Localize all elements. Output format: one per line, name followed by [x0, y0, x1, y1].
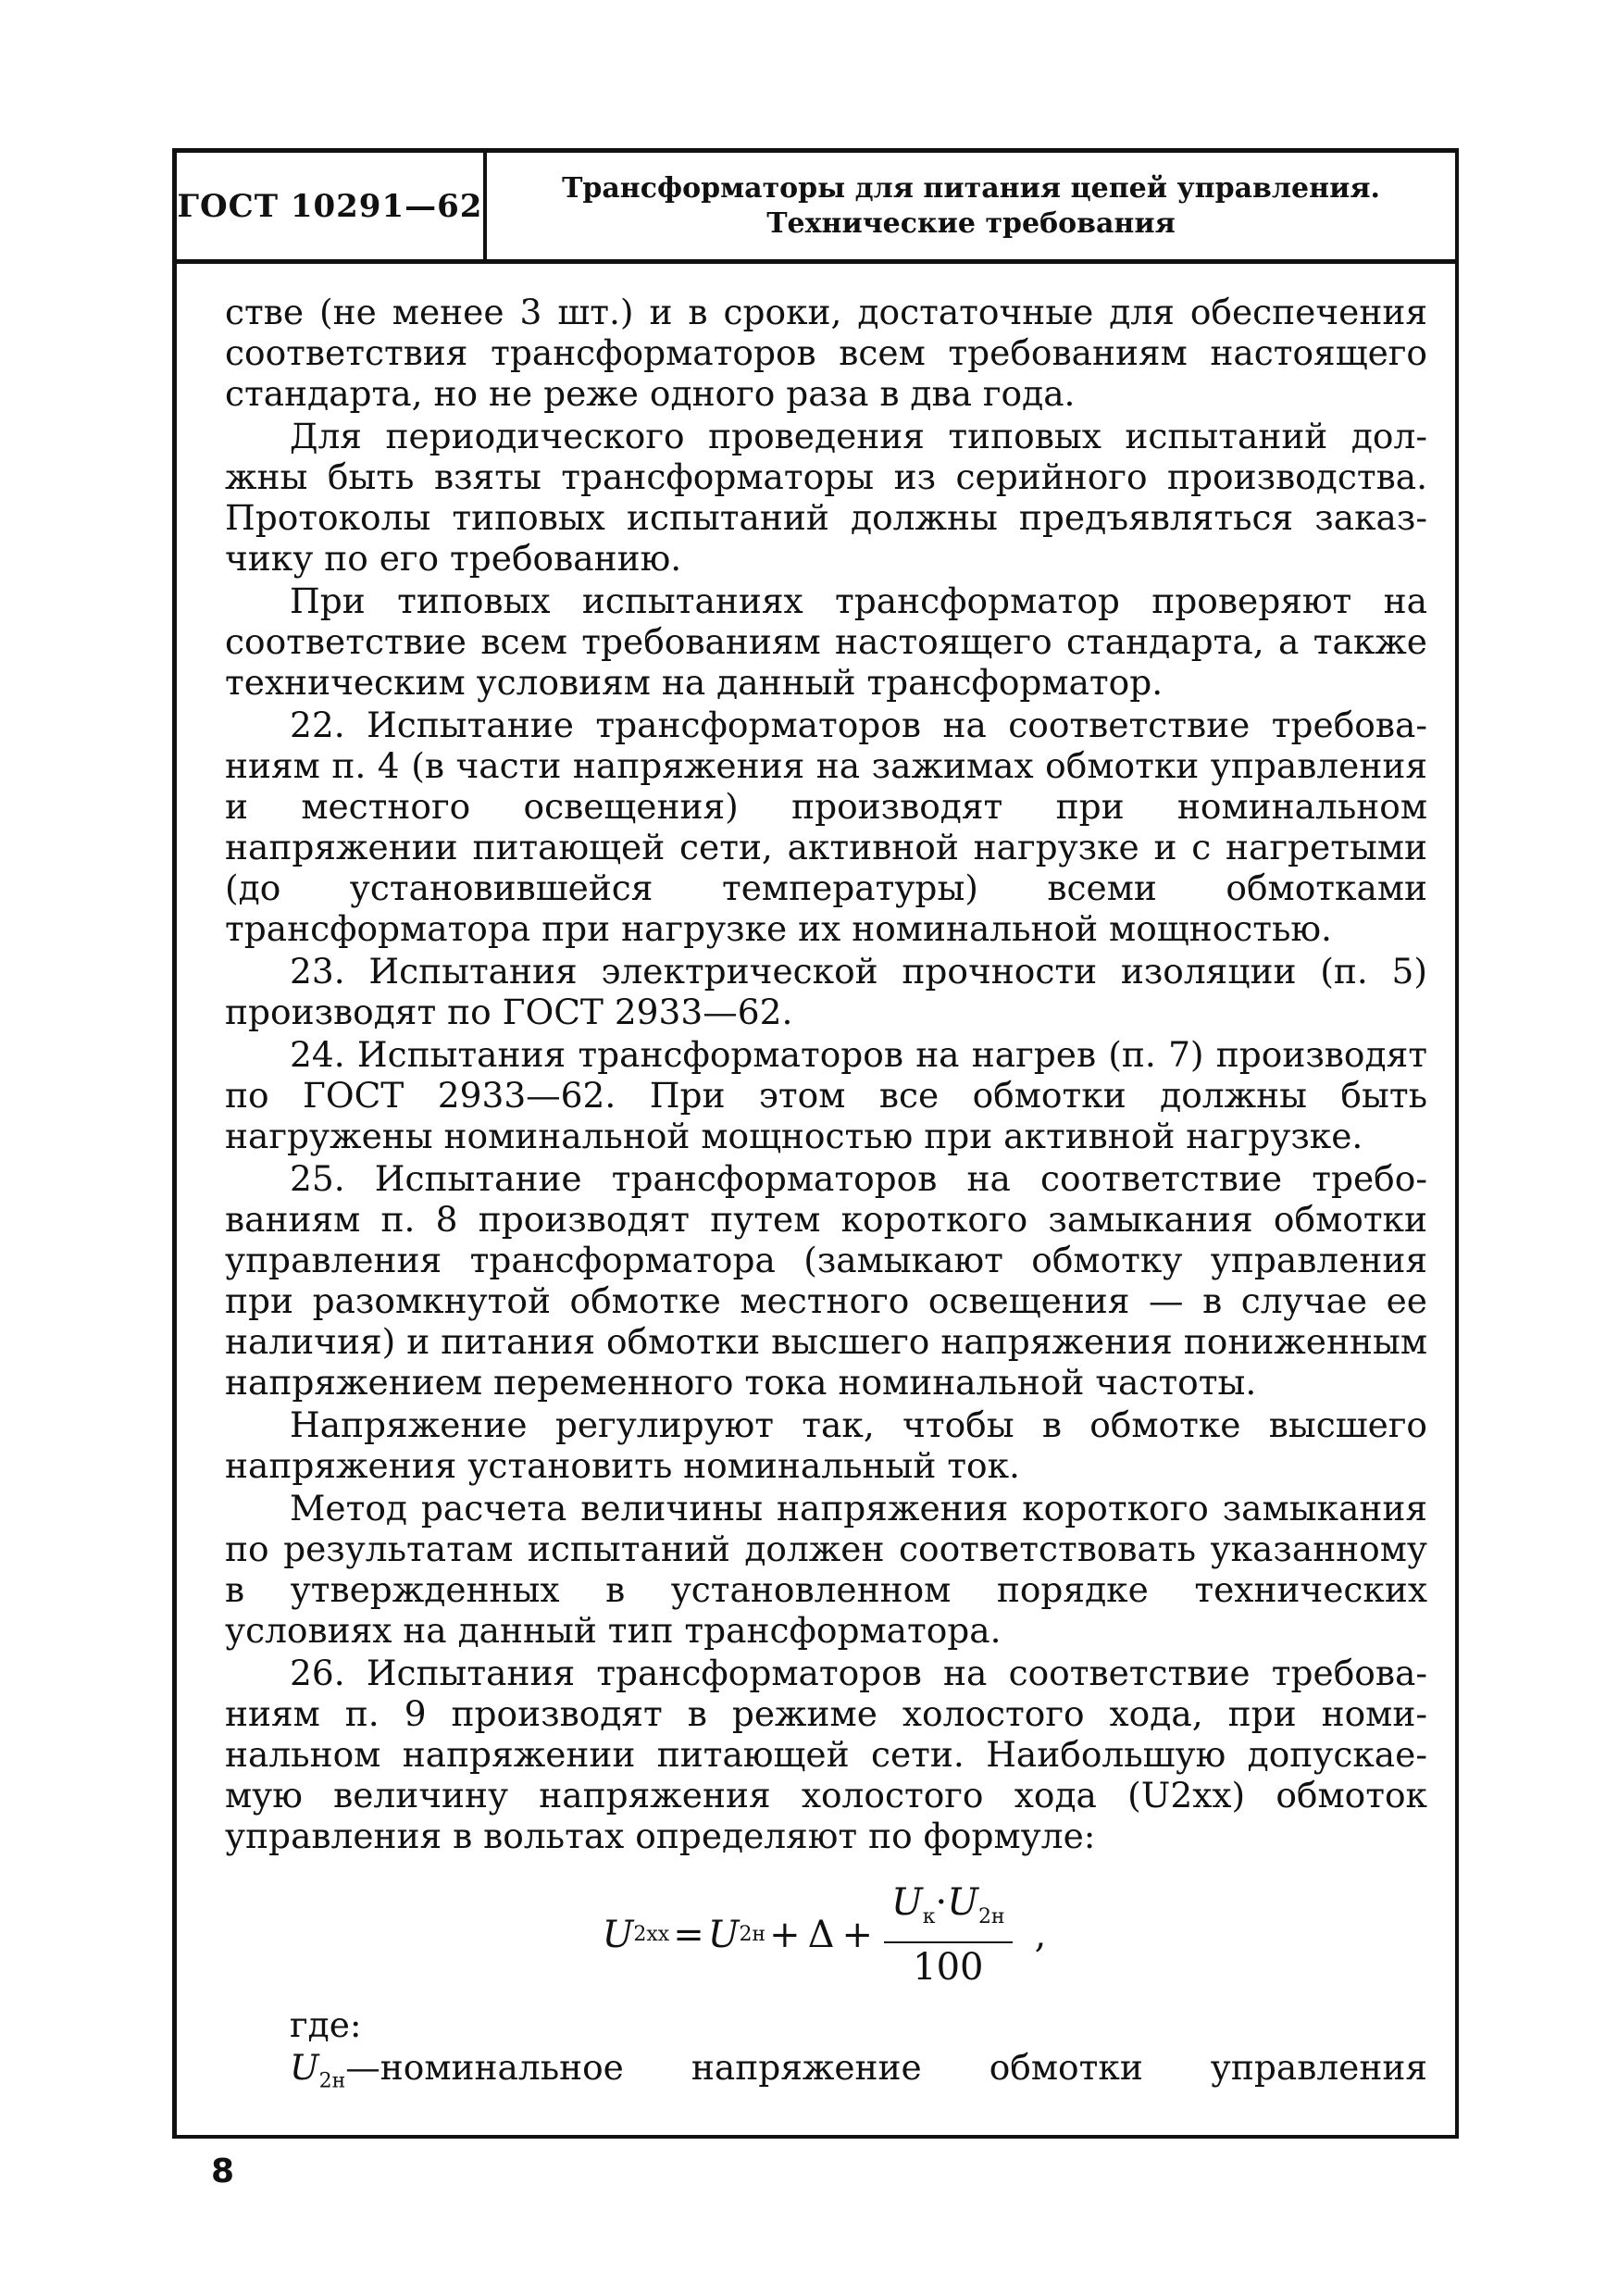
paragraph-item-24: 24. Испытания трансформаторов на нагрев (п. 7) производят по ГОСТ 2933—62. При этом все обмотки должны быть нагружены номинальной мощностью при активной нагрузке.: [225, 1034, 1427, 1156]
paragraph: Для периодического проведения типовых испытаний должны быть взяты трансформаторы из серийного производства. Протоколы типовых испытаний должны предъявляться заказчику по его требованию.: [225, 416, 1427, 579]
formula-fraction: [884, 1882, 1013, 1988]
formula: [225, 1881, 1427, 1989]
definition-word: напряжение: [691, 2047, 922, 2088]
document-header: [177, 153, 1455, 264]
formula-plus-1: +: [769, 1914, 801, 1956]
paragraph-item-23: 23. Испытания электрической прочности изоляции (п. 5) производят по ГОСТ 2933—62.: [225, 951, 1427, 1032]
paragraph: стве (не менее 3 шт.) и в сроки, достаточные для обеспечения соответствия трансформаторов всем требованиям настоящего стандарта, но не реже одного раза в два года.: [225, 292, 1427, 414]
paragraph-item-26: 26. Испытания трансформаторов на соответствие требованиям п. 9 производят в режиме холостого хода, при номинальном напряжении питающей сети. Наибольшую допускаемую величину напряжения холостого хода (U2хх) обмоток управления в вольтах определяют по формуле:: [225, 1653, 1427, 1856]
paragraph-item-22: 22. Испытание трансформаторов на соответствие требованиям п. 4 (в части напряжения на зажимах обмотки управления и местного освещения) производят при номинальном напряжении питающей сети, активной нагрузке и с нагретыми (до установившейся температуры) всеми обмотками трансформатора при нагрузке их номинальной мощностью.: [225, 705, 1427, 949]
formula-denominator: 100: [913, 1946, 984, 1989]
paragraph: При типовых испытаниях трансформатор проверяют на соответствие всем требованиям настоящего стандарта, а также техническим условиям на данный трансформатор.: [225, 580, 1427, 703]
document-body: [225, 292, 1427, 2103]
standard-title: [487, 153, 1455, 259]
formula-num-b-symbol: U: [947, 1881, 978, 1924]
formula-term1-subscript: 2н: [739, 1923, 766, 1946]
definition-symbol-group: [290, 2047, 624, 2103]
formula-term1-symbol: U: [707, 1914, 740, 1956]
formula-equals: =: [673, 1914, 704, 1956]
formula-delta: Δ: [807, 1914, 835, 1956]
formula-plus-2: +: [841, 1914, 874, 1956]
standard-title-line-1: Трансформаторы для питания цепей управления.: [562, 171, 1380, 205]
definition-symbol: U: [290, 2047, 319, 2088]
definition-word: номинальное: [380, 2047, 624, 2088]
paragraph-item-25: 25. Испытание трансформаторов на соответствие требованиям п. 8 производят путем короткого замыкания обмотки управления трансформатора (замыкают обмотку управления при разомкнутой обмотке местного освещения — в случае ее наличия) и питания обмотки высшего напряжения пониженным напряжением переменного тока номинальной частоты.: [225, 1158, 1427, 1403]
definition-subscript: 2н: [318, 2069, 346, 2093]
formula-lhs-subscript: 2хх: [633, 1923, 670, 1946]
formula-num-a-subscript: к: [922, 1905, 936, 1928]
page-frame: [172, 148, 1459, 2139]
formula-num-b-subscript: 2н: [977, 1905, 1005, 1928]
standard-title-line-2: Технические требования: [766, 206, 1176, 240]
page-number: 8: [211, 2152, 235, 2190]
formula-trailing-comma: ,: [1034, 1914, 1047, 1956]
symbol-definition: [225, 2047, 1427, 2103]
definition-dash: —: [345, 2047, 380, 2088]
standard-code: ГОСТ 10291—62: [177, 153, 487, 259]
paragraph: Напряжение регулируют так, чтобы в обмотке высшего напряжения установить номинальный ток.: [225, 1404, 1427, 1486]
formula-num-a-symbol: U: [891, 1881, 923, 1924]
formula-numerator: [884, 1882, 1013, 1943]
paragraph: Метод расчета величины напряжения короткого замыкания по результатам испытаний должен соответствовать указанному в утвержденных в установленном порядке технических условиях на данный тип трансформатора.: [225, 1488, 1427, 1651]
where-label: где:: [290, 2004, 362, 2045]
formula-lhs-symbol: U: [602, 1914, 634, 1956]
definition-word: управления: [1210, 2047, 1427, 2088]
formula-dot: ·: [935, 1881, 948, 1924]
definition-word: обмотки: [989, 2047, 1143, 2088]
